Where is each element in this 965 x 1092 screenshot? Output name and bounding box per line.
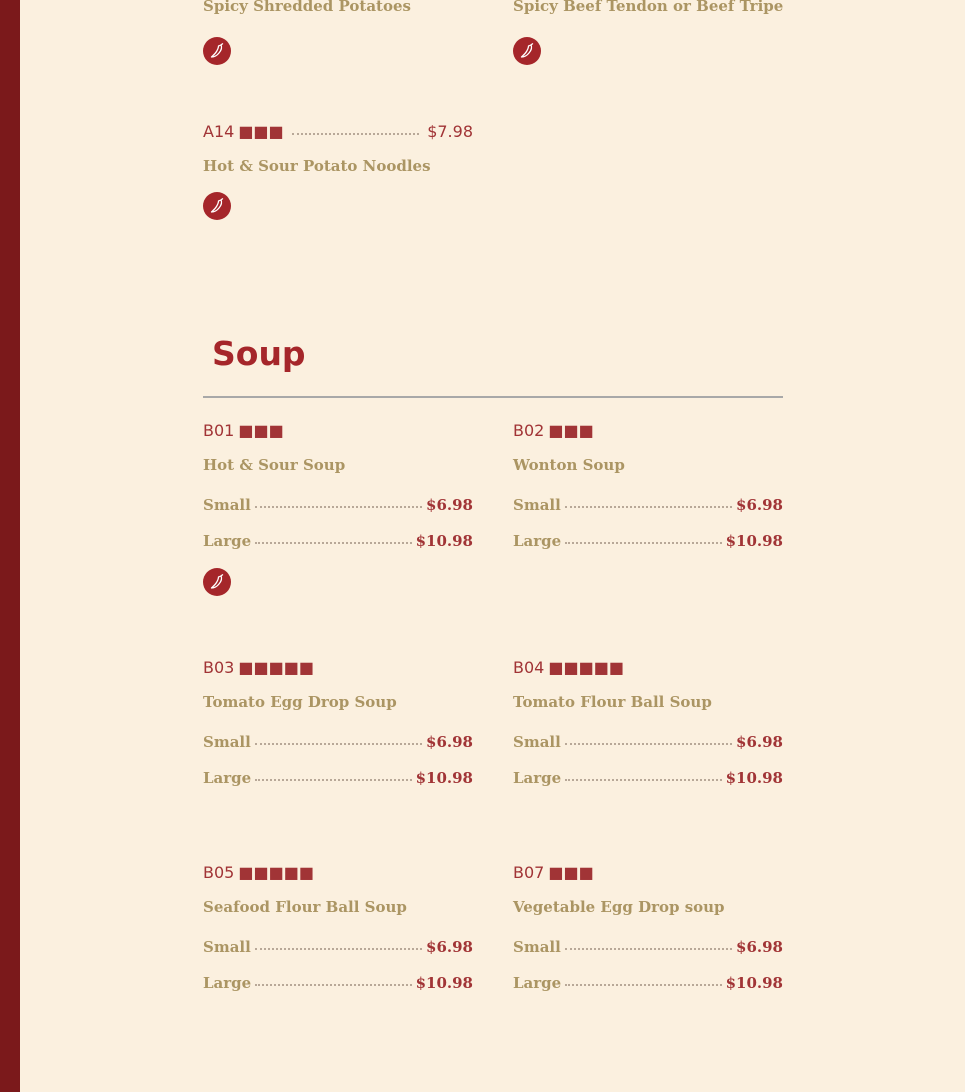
menu-item-b04 [513,658,783,788]
size-price: $10.98 [415,974,473,992]
menu-item-b01 [203,421,473,596]
price-row-large [203,973,473,993]
item-chinese-name: ■■■ [238,122,284,141]
size-label: Large [513,532,562,550]
size-label: Small [203,938,251,956]
size-label: Small [513,496,561,514]
item-code: B02 [513,421,545,440]
dot-leader [255,541,411,544]
price-row-small [513,937,783,957]
item-english-name: Hot & Sour Soup [203,456,346,474]
item-english-name: Seafood Flour Ball Soup [203,898,407,916]
item-english-name: Spicy Beef Tendon or Beef Tripe [513,0,784,15]
price-row-large [513,768,783,788]
menu-item-a14 [203,122,473,220]
menu-item-b03 [203,658,473,788]
dot-leader [255,778,411,781]
size-label: Small [513,938,561,956]
dot-leader [565,505,732,508]
menu-item-spicy-beef-tendon [513,0,783,65]
size-label: Large [203,532,252,550]
size-price: $6.98 [736,733,783,751]
item-header [513,421,783,441]
price-row-small [203,937,473,957]
price-row-large [203,768,473,788]
size-price: $6.98 [426,496,473,514]
size-price: $10.98 [725,769,783,787]
item-header [203,421,473,441]
dot-leader [565,778,721,781]
price-row-large [513,973,783,993]
price-row-large [513,531,783,551]
item-code: B04 [513,658,545,677]
dot-leader [565,742,732,745]
size-label: Large [513,974,562,992]
menu-item-spicy-shredded-potatoes [203,0,473,65]
section-divider [203,396,783,398]
item-code: B03 [203,658,235,677]
dot-leader [565,947,732,950]
price-row-small [203,495,473,515]
item-chinese-name: ■■■■■ [548,658,624,677]
size-label: Large [203,769,252,787]
chili-pepper-icon [513,37,541,65]
item-chinese-name: ■■■■■ [238,863,314,882]
dot-leader [292,132,420,135]
item-english-name: Tomato Egg Drop Soup [203,693,397,711]
item-english-name: Spicy Shredded Potatoes [203,0,411,15]
sidebar-stripe [0,0,20,1092]
menu-item-b02 [513,421,783,551]
size-label: Large [513,769,562,787]
section-title-soup: Soup [212,334,306,373]
item-header [203,658,473,678]
item-code: B01 [203,421,235,440]
item-chinese-name: ■■■■■ [238,658,314,677]
dot-leader [565,983,721,986]
size-label: Small [513,733,561,751]
size-label: Small [203,496,251,514]
dot-leader [255,947,422,950]
item-header [203,863,473,883]
size-price: $10.98 [415,769,473,787]
item-price: $7.98 [427,122,473,141]
item-chinese-name: ■■■ [548,863,594,882]
item-code: A14 [203,122,235,141]
chili-pepper-icon [203,568,231,596]
size-price: $10.98 [725,974,783,992]
size-price: $6.98 [426,733,473,751]
price-row-small [513,495,783,515]
size-price: $6.98 [736,938,783,956]
item-header [513,658,783,678]
item-code: B05 [203,863,235,882]
item-header [203,122,473,142]
size-price: $10.98 [725,532,783,550]
item-english-name: Vegetable Egg Drop soup [513,898,725,916]
dot-leader [255,505,422,508]
size-label: Small [203,733,251,751]
chili-pepper-icon [203,192,231,220]
size-price: $10.98 [415,532,473,550]
item-code: B07 [513,863,545,882]
size-price: $6.98 [426,938,473,956]
size-price: $6.98 [736,496,783,514]
menu-item-b05 [203,863,473,993]
size-label: Large [203,974,252,992]
item-chinese-name: ■■■ [238,421,284,440]
menu-item-b07 [513,863,783,993]
item-english-name: Hot & Sour Potato Noodles [203,157,431,175]
item-header [513,863,783,883]
dot-leader [255,983,411,986]
price-row-large [203,531,473,551]
price-row-small [203,732,473,752]
dot-leader [565,541,721,544]
price-row-small [513,732,783,752]
item-english-name: Tomato Flour Ball Soup [513,693,712,711]
chili-pepper-icon [203,37,231,65]
dot-leader [255,742,422,745]
item-english-name: Wonton Soup [513,456,625,474]
item-chinese-name: ■■■ [548,421,594,440]
